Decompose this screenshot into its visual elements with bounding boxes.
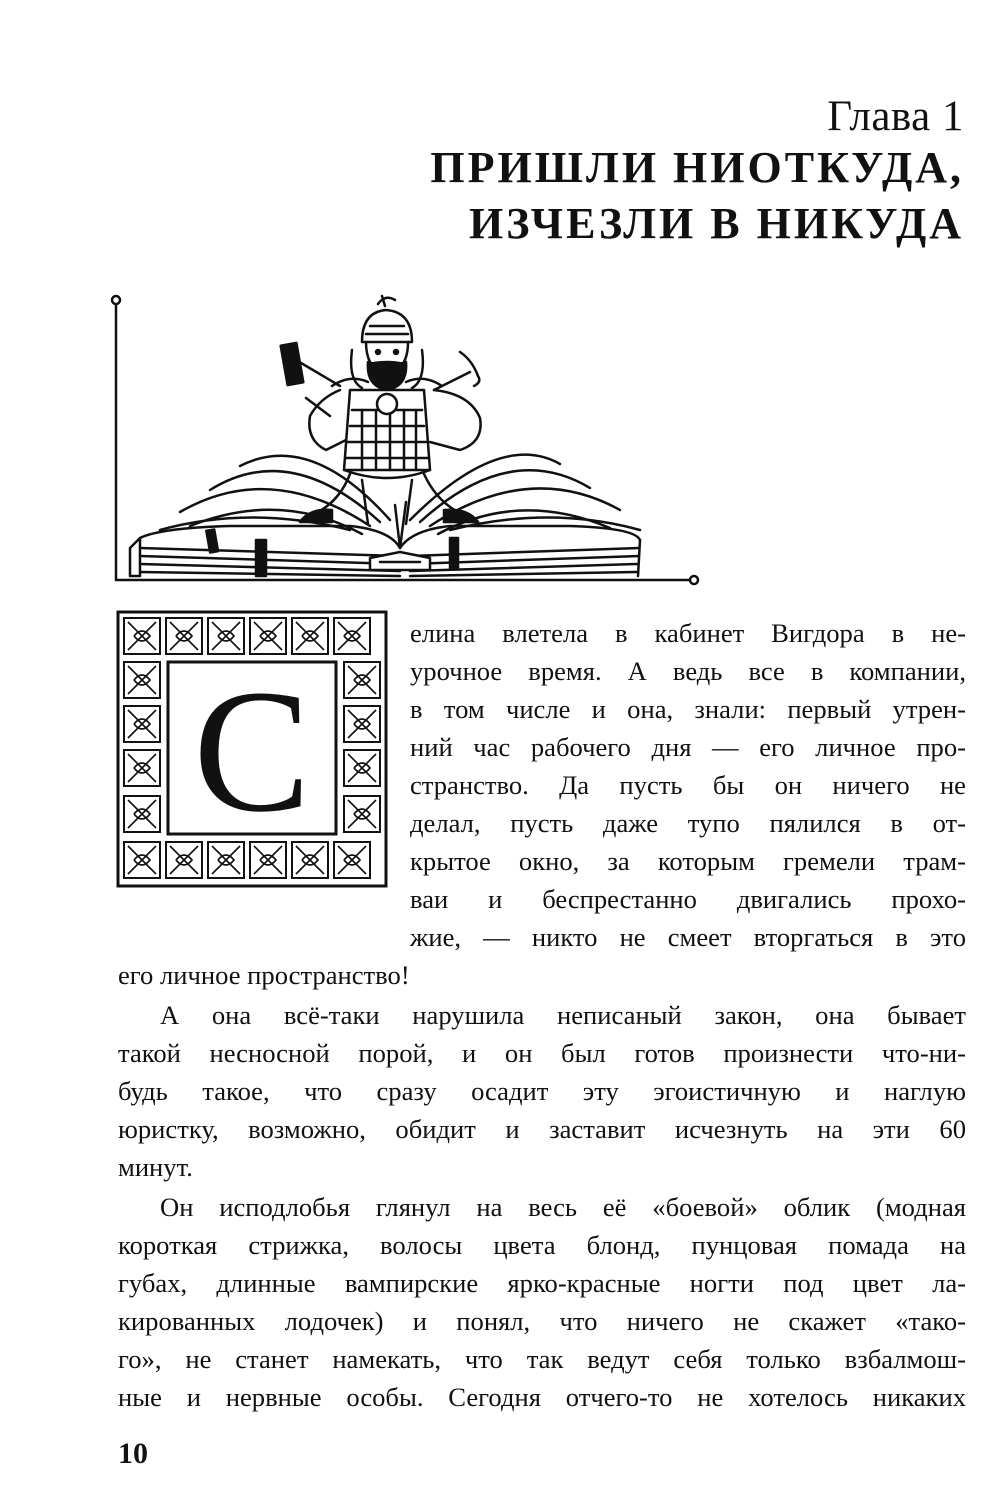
text-line: такой несносной порой, и он был готов произнести что-ни- (118, 1038, 966, 1068)
text-line: го», не станет намекать, что так ведут себя только взбалмош- (118, 1344, 966, 1374)
text-line: короткая стрижка, волосы цвета блонд, пунцовая помада на (118, 1230, 966, 1260)
text-line: ний час рабочего дня — его личное про- (410, 732, 966, 762)
text-line: его личное пространство! (118, 960, 410, 990)
text-line: делал, пусть даже тупо пялился в от- (410, 808, 966, 838)
chapter-title-line: ПРИШЛИ НИОТКУДА, (430, 143, 964, 192)
text-line: ные и нервные особы. Сегодня отчего-то не хотелось никаких (118, 1382, 966, 1412)
text-line: юристку, возможно, обидит и заставит исчезнуть на эти 60 (118, 1114, 966, 1144)
chapter-label: Глава 1 (827, 93, 964, 140)
text-line: А она всё-таки нарушила неписаный закон, она бывает (160, 1000, 966, 1030)
text-line: в том числе и она, знали: первый утрен- (410, 694, 966, 724)
drop-cap-letter: С (193, 654, 311, 849)
text-line: минут. (118, 1152, 193, 1182)
text-line: елина влетела в кабинет Вигдора в не- (410, 618, 966, 648)
text-line: губах, длинные вампирские ярко-красные ногти под цвет ла- (118, 1268, 966, 1298)
text-line: странство. Да пусть бы он ничего не (410, 770, 966, 800)
text-line: урочное время. А ведь все в компании, (410, 656, 966, 686)
warrior-on-open-book-icon (100, 290, 710, 595)
text-line: ваи и беспрестанно двигались прохо- (410, 884, 966, 914)
text-line: жие, — никто не смеет вторгаться в это (410, 922, 966, 952)
text-line: кированных лодочек) и понял, что ничего не скажет «тако- (118, 1306, 966, 1336)
text-line: крытое окно, за которым гремели трам- (410, 846, 966, 876)
text-line: Он исподлобья глянул на весь её «боевой» облик (модная (160, 1192, 966, 1222)
chapter-title-line: ИЗЧЕЗЛИ В НИКУДА (469, 199, 964, 248)
chapter-title (430, 140, 964, 252)
text-line: будь такое, что сразу осадит эту эгоистичную и наглую (118, 1076, 966, 1106)
page-number: 10 (118, 1437, 148, 1470)
drop-cap-ornament (116, 610, 388, 888)
